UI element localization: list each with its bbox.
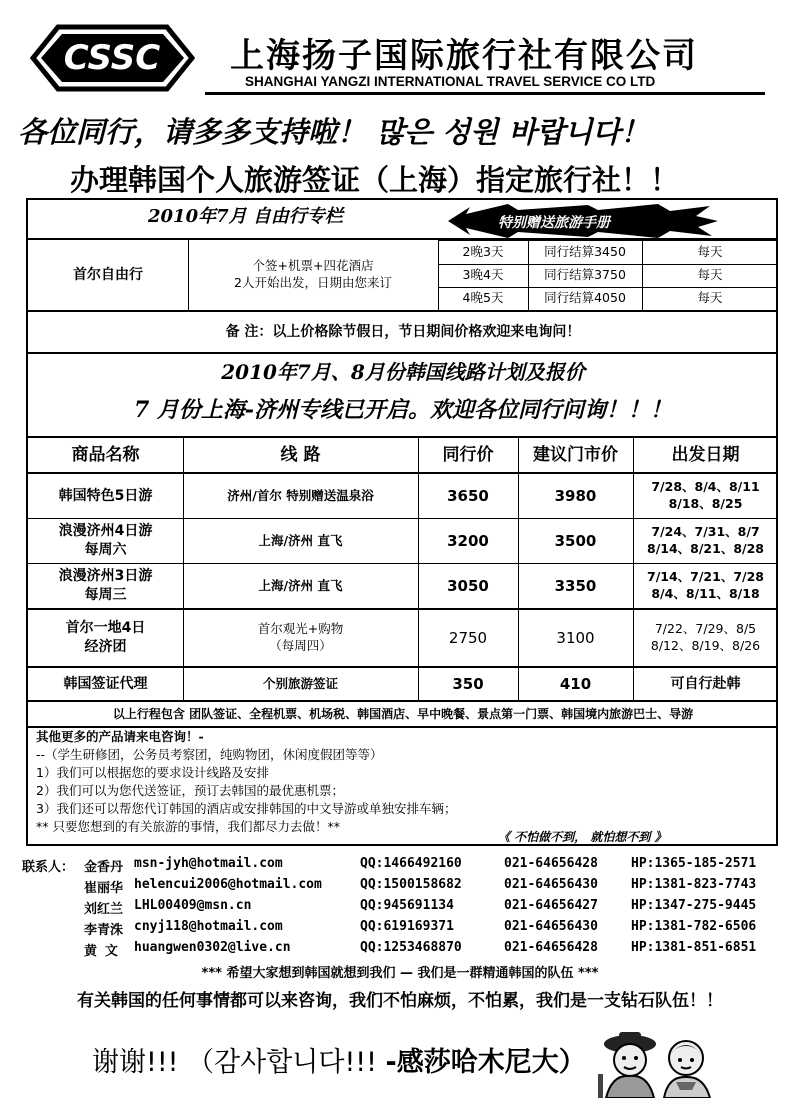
contact-qq: QQ:1500158682 (360, 877, 462, 892)
dates-line: 7/24、7/31、8/7 (651, 524, 760, 540)
tour-route: 上海/济州 直飞 (258, 532, 343, 548)
contact-hp: HP:1365-185-2571 (631, 856, 757, 871)
col-header-route: 线 路 (280, 444, 321, 465)
tour-trade-price: 3050 (447, 576, 489, 595)
contact-email[interactable]: msn-jyh@hotmail.com (134, 856, 283, 871)
tour-route-line: 首尔观光+购物 (257, 621, 344, 637)
thanks-text: 谢谢!!! （감사합니다!!! (92, 1047, 386, 1078)
dates-line: 8/14、8/21、8/28 (647, 541, 764, 556)
package-desc: 个签+机票+四花酒店 (252, 258, 374, 274)
contact-row (22, 898, 782, 919)
tour-trade-price: 350 (452, 674, 484, 693)
closing-line: 有关韩国的任何事情都可以来咨询，我们不怕麻烦，不怕累，我们是一支钻石队伍！！ (77, 991, 723, 1011)
tour-name-line: 首尔一地4日 (65, 620, 146, 637)
tour-dates (633, 519, 778, 563)
free-travel-package (188, 240, 438, 310)
company-name-cn: 上海扬子国际旅行社有限公司 (230, 36, 698, 76)
tour-plan-title: 2010年7月、8月份韩国线路计划及报价 (221, 359, 585, 384)
contact-row (22, 940, 782, 961)
mascot-illustration (592, 1030, 722, 1098)
col-header-retail-price: 建议门市价 (533, 444, 618, 465)
contact-name: 刘红兰 (84, 902, 124, 917)
gift-badge-text: 特别赠送旅游手册 (498, 215, 610, 231)
contacts-label: 联系人： (22, 860, 75, 875)
more-info-line: --（学生研修团，公务员考察团，纯购物团，休闲度假团等等） (36, 747, 383, 762)
nights-price: 同行结算4050 (544, 290, 626, 306)
contact-email[interactable]: helencui2006@hotmail.com (134, 877, 322, 892)
tour-route (183, 610, 418, 666)
contact-tel: 021-64656428 (504, 856, 598, 871)
tour-retail-price: 3100 (556, 628, 595, 647)
contact-qq: QQ:619169371 (360, 919, 454, 934)
tour-retail-price: 410 (559, 674, 592, 693)
contact-tel: 021-64656430 (504, 919, 598, 934)
header-divider (205, 92, 765, 95)
contact-email[interactable]: cnyj118@hotmail.com (134, 919, 283, 934)
contact-hp: HP:1381-782-6506 (631, 919, 757, 934)
price-remark: 备 注：以上价格除节假日，节日期间价格欢迎来电询问！ (225, 323, 581, 340)
main-price-box (26, 198, 778, 846)
tour-dates (633, 564, 778, 608)
tour-schedule: 每周六 (84, 542, 127, 558)
contact-row (22, 856, 782, 877)
contact-tel: 021-64656428 (504, 940, 598, 955)
more-info-list (36, 728, 456, 836)
contact-name: 金香丹 (84, 860, 124, 875)
nights-frequency: 每天 (697, 267, 723, 283)
free-travel-title: 2010年7月 自由行专栏 (148, 206, 343, 227)
contact-tel: 021-64656427 (504, 898, 598, 913)
tour-dates: 可自行赴韩 (670, 675, 741, 692)
tour-name-line: 浪漫济州3日游 (58, 568, 153, 585)
dates-line: 8/12、8/19、8/26 (650, 638, 761, 653)
contact-name: 崔丽华 (84, 881, 124, 896)
tour-route: 个别旅游签证 (262, 675, 338, 691)
contact-row (22, 919, 782, 940)
nights-frequency: 每天 (697, 243, 723, 259)
tour-includes: 以上行程包含 团队签证、全程机票、机场税、韩国酒店、早中晚餐、景点第一门票、韩国境内旅游巴士、导游 (112, 706, 694, 721)
contact-hp: HP:1381-851-6851 (631, 940, 757, 955)
tour-retail-price: 3980 (554, 486, 597, 505)
tour-name (28, 610, 183, 666)
dates-line: 7/28、8/4、8/11 (651, 479, 760, 495)
slogan: 《 不怕做不到， 就怕想不到 》 (498, 830, 667, 844)
col-header-product: 商品名称 (71, 444, 140, 465)
tour-schedule: 每周三 (84, 587, 127, 603)
tour-retail-price: 3350 (554, 576, 597, 595)
dates-line: 8/4、8/11、8/18 (651, 586, 760, 601)
nights-price: 同行结算3750 (544, 267, 626, 283)
nights-price: 同行结算3450 (544, 243, 626, 259)
tour-name: 韩国特色5日游 (58, 487, 153, 504)
headline-greeting: 各位同行，请多多支持啦！ 많은 성원 바랍니다！ (18, 115, 650, 149)
company-name-en: SHANGHAI YANGZI INTERNATIONAL TRAVEL SERVICE CO LTD (245, 74, 656, 89)
cssc-logo (30, 24, 195, 92)
contact-email[interactable]: huangwen0302@live.cn (134, 940, 291, 955)
contact-name: 李青洙 (84, 923, 124, 938)
tour-name-line: 浪漫济州4日游 (58, 523, 153, 540)
tour-name: 韩国签证代理 (63, 675, 148, 692)
svg-text:CSSC: CSSC (63, 38, 161, 78)
dates-line: 7/14、7/21、7/28 (647, 569, 764, 585)
tour-name (28, 564, 183, 608)
tour-route: 上海/济州 直飞 (258, 577, 343, 593)
contact-row (22, 877, 782, 898)
tour-trade-price: 3650 (447, 486, 489, 505)
contact-qq: QQ:945691134 (360, 898, 454, 913)
tour-retail-price: 3500 (554, 531, 597, 550)
tour-route-note: （每周四） (269, 638, 332, 653)
contact-hp: HP:1347-275-9445 (631, 898, 757, 913)
dates-line: 7/22、7/29、8/5 (654, 621, 757, 637)
more-info-line: 1）我们可以根据您的要求设计线路及安排 (36, 765, 269, 780)
tour-name (28, 519, 183, 563)
jeju-announcement: 7 月份上海-济州专线已开启。欢迎各位同行问询！！！ (133, 397, 673, 424)
tour-schedule: 经济团 (84, 639, 127, 655)
col-header-trade-price: 同行价 (442, 444, 494, 465)
contact-hp: HP:1381-823-7743 (631, 877, 757, 892)
nights-frequency: 每天 (697, 290, 723, 306)
col-header-dates: 出发日期 (671, 444, 740, 465)
contacts-block (22, 856, 782, 961)
tour-dates (633, 474, 778, 518)
nights-option: 4晚5天 (462, 290, 504, 306)
contact-tel: 021-64656430 (504, 877, 598, 892)
footer-note: *** 希望大家想到韩国就想到我们 — 我们是一群精通韩国的队伍 *** (201, 966, 599, 981)
nights-option: 3晚4天 (462, 267, 504, 283)
more-info-line: 3）我们还可以帮您代订韩国的酒店或安排韩国的中文导游或单独安排车辆； (36, 801, 457, 816)
contact-qq: QQ:1466492160 (360, 856, 462, 871)
more-info-line: 2）我们可以为您代送签证，预订去韩国的最优惠机票； (36, 783, 344, 798)
divider (28, 352, 776, 354)
contact-qq: QQ:1253468870 (360, 940, 462, 955)
tour-trade-price: 2750 (448, 628, 488, 647)
free-travel-product: 首尔自由行 (73, 266, 143, 283)
tour-trade-price: 3200 (447, 531, 489, 550)
tour-dates (633, 610, 778, 666)
tour-route: 济州/首尔 特别赠送温泉浴 (227, 487, 374, 503)
contact-email[interactable]: LHL00409@msn.cn (134, 898, 252, 913)
package-note: 2人开始出发，日期由您来订 (234, 275, 392, 290)
headline-visa: 办理韩国个人旅游签证（上海）指定旅行社！！ (70, 163, 680, 197)
thanks-line (92, 1040, 586, 1079)
thanks-bold-text: -感莎哈木尼大） (385, 1047, 586, 1078)
more-info-line: ** 只要您想到的有关旅游的事情，我们都尽力去做！** (36, 819, 340, 834)
more-info-line: 其他更多的产品请来电咨询！- (36, 729, 204, 744)
contact-name: 黄 文 (84, 944, 118, 959)
dates-line: 8/18、8/25 (668, 496, 743, 511)
nights-option: 2晚3天 (462, 243, 504, 259)
